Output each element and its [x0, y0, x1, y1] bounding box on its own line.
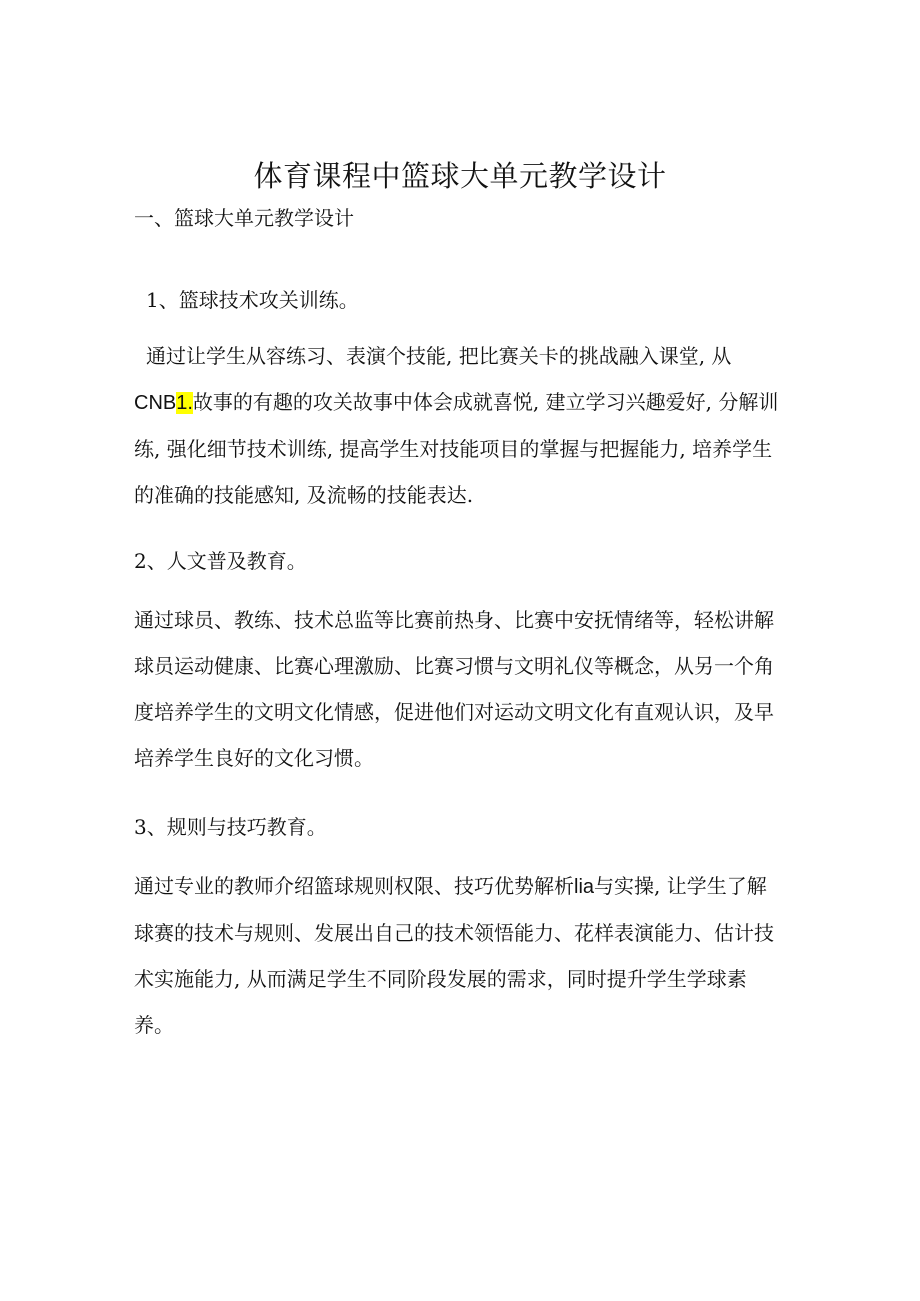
item-2-heading: 2、人文普及教育。 [134, 549, 307, 573]
section-heading: 一、篮球大单元教学设计 [134, 206, 354, 230]
item-3-heading: 3、规则与技巧教育。 [134, 815, 327, 839]
paragraph-line: 通过球员、教练、技术总监等比赛前热身、比赛中安抚情绪等，轻松讲解 [134, 608, 774, 632]
paragraph-line: 的准确的技能感知, 及流畅的技能表达. [134, 483, 474, 507]
paragraph-text: 故事的有趣的攻关故事中体会成就喜悦, 建立学习兴趣爱好, 分解训 [192, 390, 779, 414]
paragraph-line: 度培养学生的文明文化情感，促进他们对运动文明文化有直观认识，及早 [134, 700, 774, 724]
paragraph-line: 球赛的技术与规则、发展出自己的技术领悟能力、花样表演能力、估计技 [134, 921, 774, 945]
highlighted-text: 1. [176, 392, 193, 414]
paragraph-line: 术实施能力, 从而满足学生不同阶段发展的需求，同时提升学生学球素 [134, 967, 747, 991]
paragraph-line: 培养学生良好的文化习惯。 [134, 746, 374, 770]
paragraph-text: 与实操, 让学生了解 [594, 874, 767, 898]
item-1-heading: 1、篮球技术攻关训练。 [146, 288, 359, 312]
paragraph-line [134, 863, 784, 910]
paragraph-line: 养。 [134, 1013, 174, 1037]
item-2-paragraph [134, 597, 784, 781]
paragraph-text: 通过专业的教师介绍篮球规则权限、技巧优势解析 [134, 874, 574, 898]
paragraph-line: 通过让学生从容练习、表演个技能, 把比赛关卡的挑战融入课堂, 从 [146, 344, 732, 368]
paragraph-line: 练, 强化细节技术训练, 提高学生对技能项目的掌握与把握能力, 培养学生 [134, 437, 773, 461]
inline-latin-text: lia [574, 876, 595, 898]
paragraph-line [134, 379, 784, 426]
inline-code-prefix: CNB [134, 392, 177, 414]
paragraph-line: 球员运动健康、比赛心理激励、比赛习惯与文明礼仪等概念，从另一个角 [134, 654, 774, 678]
document-title: 体育课程中篮球大单元教学设计 [253, 159, 667, 193]
item-3-paragraph [134, 863, 784, 1048]
item-1-paragraph [134, 333, 784, 518]
